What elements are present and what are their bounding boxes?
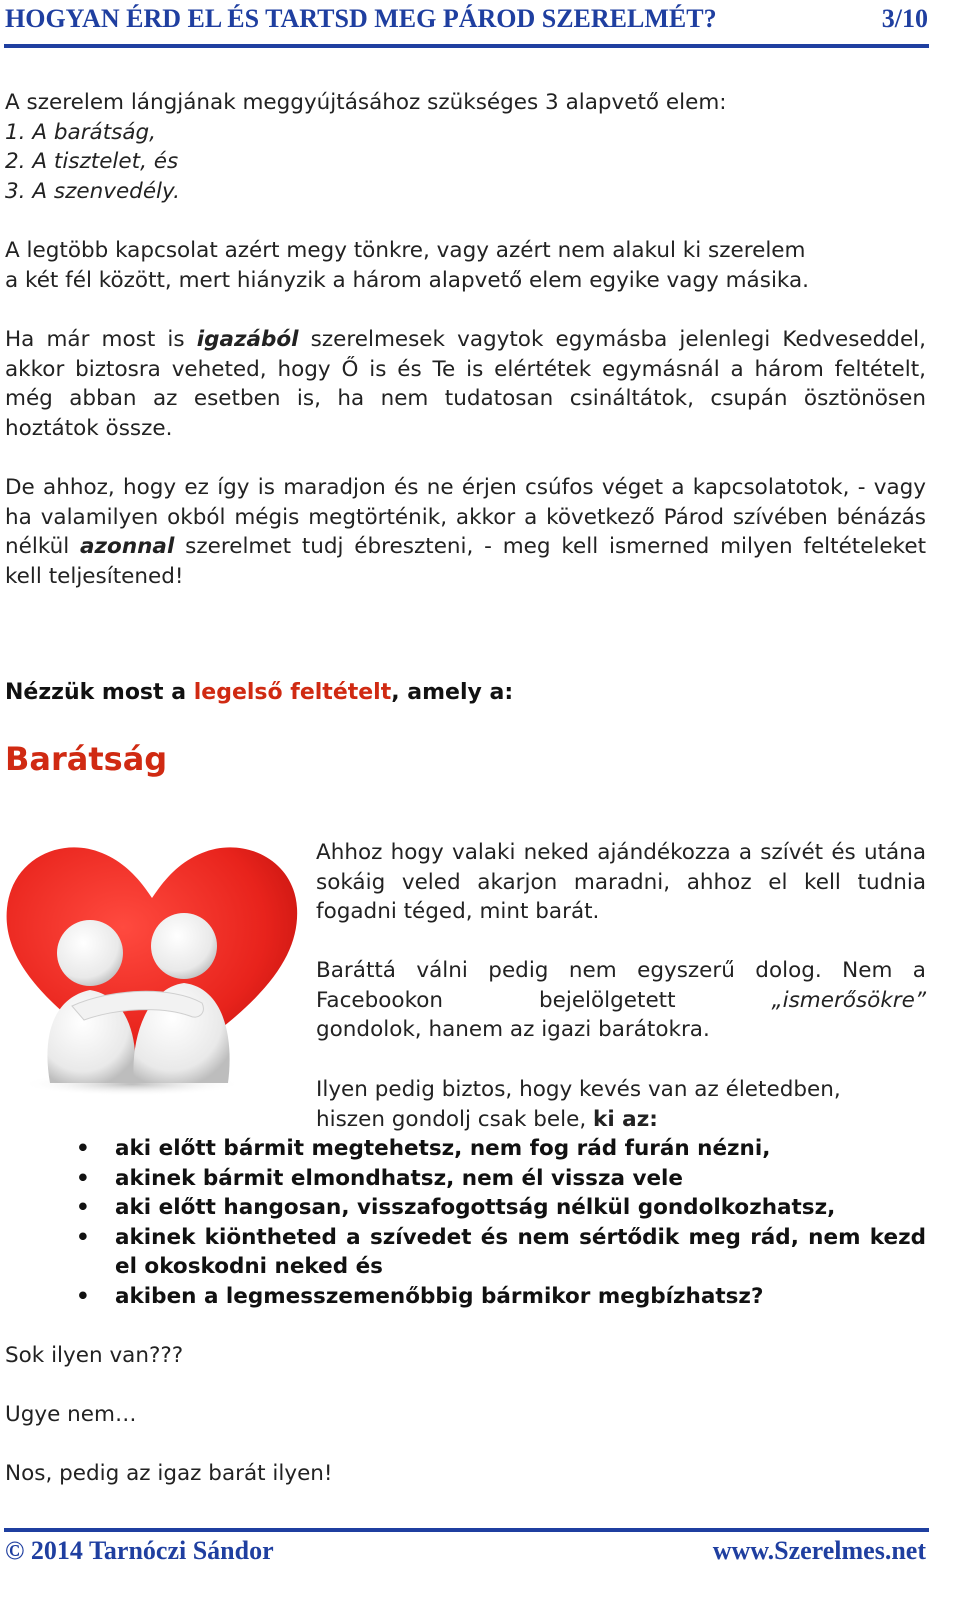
intro-item-1: 1. A barátság,	[5, 119, 157, 145]
list-item	[76, 1282, 926, 1312]
closing-answer: Ugye nem…	[5, 1402, 137, 1427]
friendship-p3-line-2	[316, 1105, 926, 1135]
closing-statement: Nos, pedig az igaz barát ilyen!	[5, 1461, 333, 1486]
friendship-p2-post: gondolok, hanem az igazi barátokra.	[316, 1017, 710, 1043]
section-title: Barátság	[5, 740, 168, 778]
footer-website-link[interactable]: www.Szerelmes.net	[712, 1536, 926, 1565]
paragraph-2-post: szerelmesek vagytok egymásba jelenlegi Kedveseddel, akkor biztosra veheted, hogy Ő is és Te is elértétek egymásnál a három feltételt, még abban az esetben is, ha nem tudatosan csináltátok, csupán ösztönösen hoztátok össze.	[5, 327, 926, 441]
intro-block	[5, 88, 926, 206]
bullet-icon: •	[76, 1224, 90, 1250]
section-sub-post: , amely a:	[391, 680, 514, 705]
list-item	[76, 1223, 926, 1282]
friendship-p2-pre: Baráttá válni pedig nem egyszerű dolog. Nem a Facebookon bejelölgetett	[316, 958, 926, 1013]
list-item	[76, 1134, 926, 1164]
list-item	[76, 1164, 926, 1194]
friend-qualities-list	[76, 1134, 926, 1312]
list-item	[76, 1193, 926, 1223]
bullet-icon: •	[76, 1195, 90, 1221]
list-item-text: aki előtt bármit megtehetsz, nem fog rád furán nézni,	[115, 1136, 771, 1161]
friendship-p2-line-1	[316, 956, 926, 1015]
bullet-icon: •	[76, 1165, 90, 1191]
paragraph-2-pre: Ha már most is	[5, 327, 185, 352]
friendship-p3-bold: ki az:	[593, 1106, 658, 1132]
header-title: HOGYAN ÉRD EL ÉS TARTSD MEG PÁROD SZERELMÉT?	[5, 4, 717, 33]
list-item-text: akinek bármit elmondhatsz, nem él vissza vele	[115, 1165, 684, 1191]
paragraph-3-post: szerelmet tudj ébreszteni, - meg kell ismerned milyen feltételeket kell teljesítened!	[5, 534, 927, 589]
friendship-paragraph-3	[316, 1075, 926, 1134]
friendship-p3-line-1: Ilyen pedig biztos, hogy kevés van az életedben,	[316, 1077, 841, 1102]
paragraph-2-emphasis: igazából	[196, 327, 299, 352]
section-sub-highlight: legelső feltételt	[193, 680, 392, 705]
list-item-text: akinek kiöntheted a szívedet és nem sértődik meg rád, nem kezd el okoskodni neked és	[115, 1224, 926, 1280]
intro-item-2: 2. A tisztelet, és	[5, 149, 179, 175]
friendship-paragraph-1: Ahhoz hogy valaki neked ajándékozza a szívét és utána sokáig veled akarjon maradni, ahhoz el kell tudnia fogadni téged, mint barát.	[316, 840, 926, 925]
friendship-p2-emphasis: „ismerősökre”	[771, 987, 926, 1013]
header-rule	[4, 44, 929, 48]
list-item-text: akiben a legmesszemenőbbig bármikor megbízhatsz?	[115, 1283, 764, 1309]
section-sub-pre: Nézzük most a	[5, 680, 187, 705]
paragraph-1	[5, 236, 926, 295]
paragraph-3-pre: De ahhoz, hogy ez így is maradjon és ne érjen csúfos véget a kapcsolatotok, - vagy ha valamilyen okból mégis megtörténik, akkor a következő Párod szívében bénázás nélkül	[5, 475, 926, 560]
bullet-icon: •	[76, 1136, 90, 1161]
paragraph-1-line-1: A legtöbb kapcsolat azért megy tönkre, vagy azért nem alakul ki szerelem	[5, 238, 806, 263]
page-number: 3/10	[881, 4, 928, 33]
paragraph-3-emphasis: azonnal	[80, 534, 175, 560]
intro-lead: A szerelem lángjának meggyújtásához szükséges 3 alapvető elem:	[5, 90, 727, 115]
bullet-icon: •	[76, 1283, 90, 1309]
friendship-paragraph-2	[316, 956, 926, 1045]
page-header	[5, 4, 928, 38]
closing-question: Sok ilyen van???	[5, 1343, 184, 1368]
footer-rule	[4, 1528, 929, 1532]
paragraph-1-line-2: a két fél között, mert hiányzik a három alapvető elem egyike vagy másika.	[5, 267, 809, 293]
paragraph-3	[5, 473, 926, 591]
friendship-p3-pre: hiszen gondolj csak bele,	[316, 1106, 587, 1132]
heart-hug-illustration	[2, 838, 302, 1098]
list-item-text: aki előtt hangosan, visszafogottság nélkül gondolkozhatsz,	[115, 1195, 836, 1221]
intro-item-3: 3. A szenvedély.	[5, 178, 180, 204]
footer-copyright: © 2014 Tarnóczi Sándor	[5, 1536, 274, 1565]
section-subheading	[5, 680, 513, 705]
paragraph-2	[5, 325, 926, 443]
